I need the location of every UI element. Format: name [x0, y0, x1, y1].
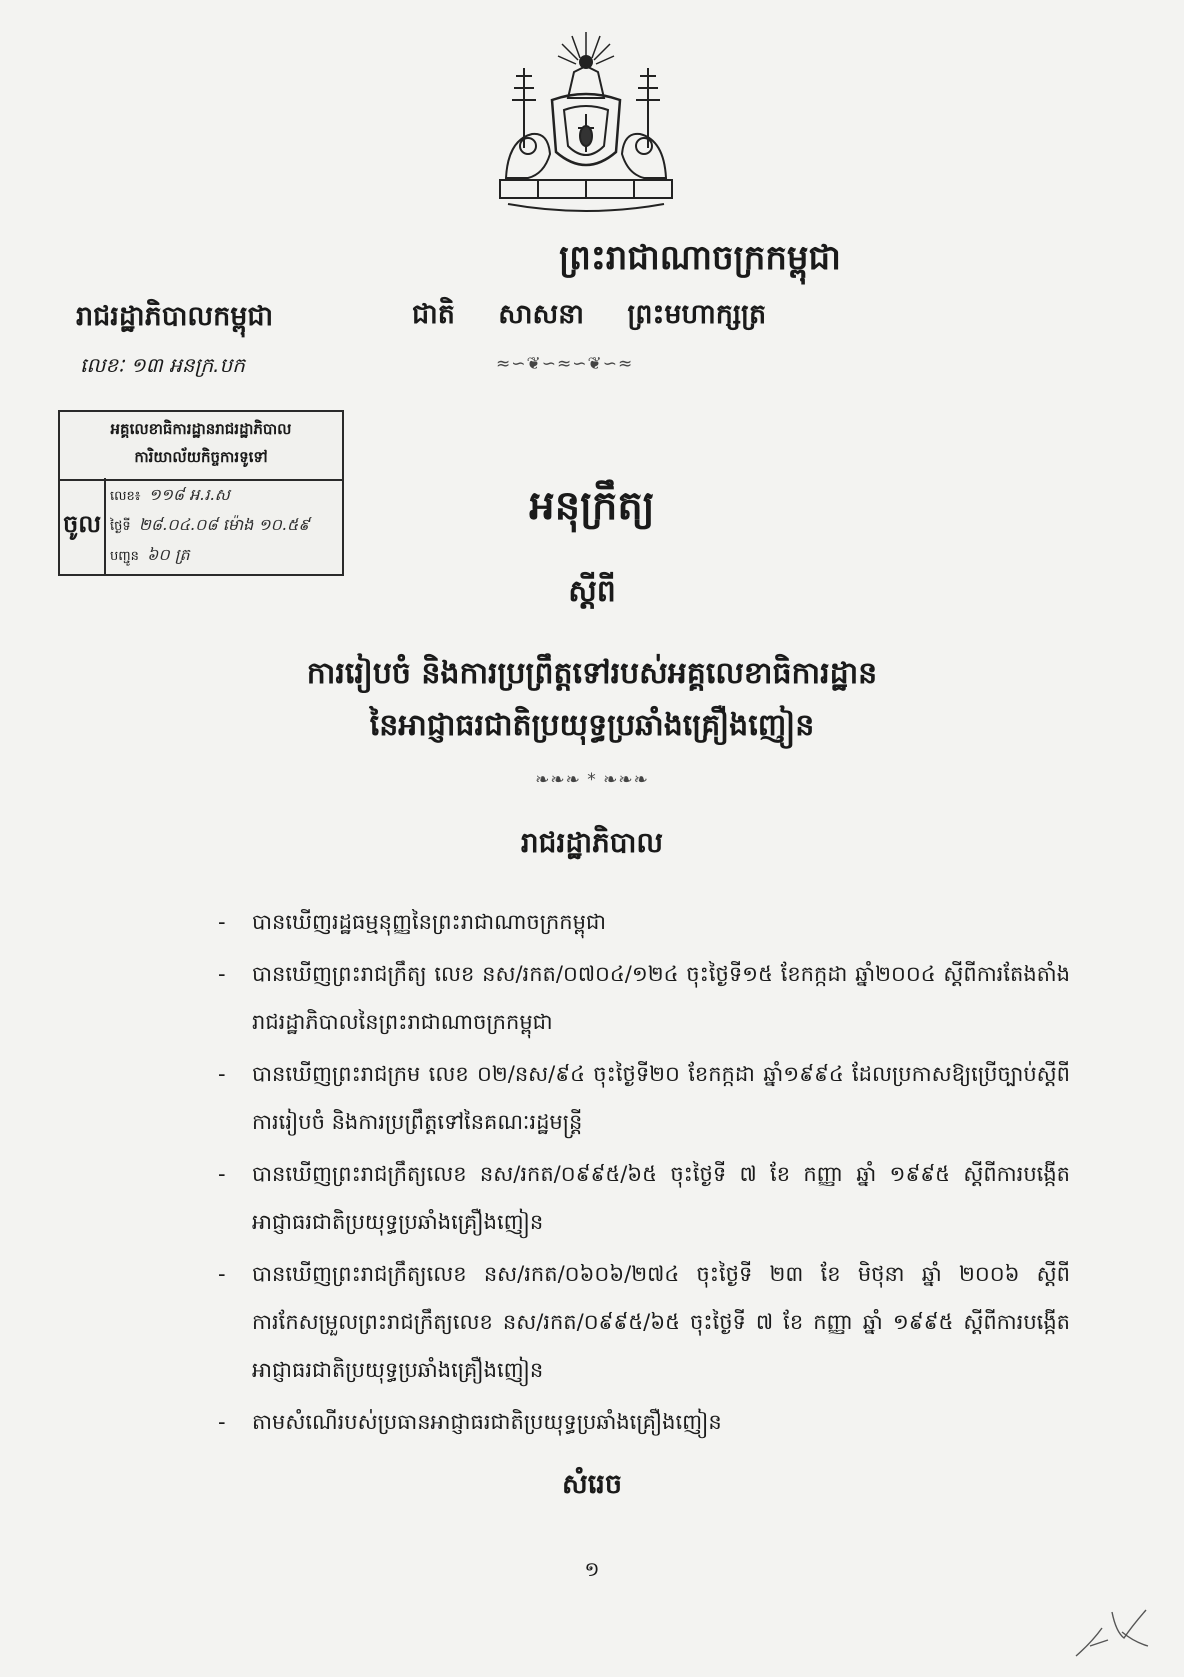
document-title: អនុក្រឹត្យ	[529, 482, 655, 529]
clause-text: បានឃើញព្រះរាជក្រឹត្យ លេខ នស/រកត/០៧០៤/១២៤ ចុះថ្ងៃទី១៥ ខែកក្កដា ឆ្នាំ២០០៤ ស្តីពីការតែងតាំងរាជរដ្ឋាភិបាលនៃព្រះរាជាណាចក្រកម្ពុជា	[252, 962, 1070, 1034]
stamp-header	[60, 412, 342, 481]
list-item: - បានឃើញព្រះរាជក្រឹត្យលេខ នស/រកត/០៦០៦/២៧៤ ចុះថ្ងៃទី ២៣ ខែ មិថុនា ឆ្នាំ ២០០៦ ស្តីពីការកែសម្រួលព្រះរាជក្រឹត្យលេខ នស/រកត/០៩៩៥/៦៥ ចុះថ្ងៃទី ៧ ខែ កញ្ញា ឆ្នាំ ១៩៩៥ ស្តីពីការបង្កើតអាជ្ញាធរជាតិប្រយុទ្ធប្រឆាំងគ្រឿងញៀន	[218, 1262, 1070, 1382]
clause-text: បានឃើញព្រះរាជក្រម លេខ ០២/នស/៩៤ ចុះថ្ងៃទី២០ ខែកក្កដា ឆ្នាំ១៩៩៤ ដែលប្រកាសឱ្យប្រើច្បាប់ស្តីពីការរៀបចំ និងការប្រព្រឹត្តទៅនៃគណៈរដ្ឋមន្ត្រី	[252, 1062, 1070, 1134]
heading-divider: ❧❧❧ * ❧❧❧	[535, 770, 649, 790]
subject-label: ស្តីពី	[568, 574, 616, 609]
clause-text: បានឃើញព្រះរាជក្រឹត្យលេខ នស/រកត/០៩៩៥/៦៥ ចុះថ្ងៃទី ៧ ខែ កញ្ញា ឆ្នាំ ១៩៩៥ ស្តីពីការបង្កើតអាជ្ញាធរជាតិប្រយុទ្ធប្រឆាំងគ្រឿងញៀន	[252, 1162, 1070, 1234]
government-heading: រាជរដ្ឋាភិបាលកម្ពុជា	[76, 301, 274, 332]
clause-text: តាមសំណើរបស់ប្រធានអាជ្ញាធរជាតិប្រយុទ្ធប្រឆាំងគ្រឿងញៀន	[252, 1410, 722, 1434]
stamp-row-value: ២៨.០៤.០៨ ម៉ោង ១០.៥៩	[138, 515, 310, 534]
national-motto: ជាតិ សាសនា ព្រះមហាក្សត្រ	[412, 299, 767, 330]
recital-list	[218, 898, 1070, 1450]
clause-text: បានឃើញរដ្ឋធម្មនុញ្ញនៃព្រះរាជាណាចក្រកម្ពុជា	[252, 910, 606, 934]
stamp-row-label: លេខ៖	[110, 489, 141, 504]
page-number: ១	[584, 1557, 600, 1581]
list-item: - តាមសំណើរបស់ប្រធានអាជ្ញាធរជាតិប្រយុទ្ធប្រឆាំងគ្រឿងញៀន	[218, 1410, 722, 1434]
header-ornament: ≈∽❦∽≈∽❦∽≈	[496, 354, 634, 374]
stamp-row-value: ១១៨ អ.រ.ស	[148, 485, 230, 504]
stamp-row-forward	[110, 540, 338, 570]
clause-text: បានឃើញព្រះរាជក្រឹត្យលេខ នស/រកត/០៦០៦/២៧៤ ចុះថ្ងៃទី ២៣ ខែ មិថុនា ឆ្នាំ ២០០៦ ស្តីពីការកែសម្រួលព្រះរាជក្រឹត្យលេខ នស/រកត/០៩៩៥/៦៥ ចុះថ្ងៃទី ៧ ខែ កញ្ញា ឆ្នាំ ១៩៩៥ ស្តីពីការបង្កើតអាជ្ញាធរជាតិប្រយុទ្ធប្រឆាំងគ្រឿងញៀន	[252, 1262, 1070, 1382]
stamp-side-label: ចូល	[60, 478, 106, 574]
heading-line-1: ការរៀបចំ និងការប្រព្រឹត្តទៅរបស់អគ្គលេខាធិការដ្ឋាន	[306, 656, 878, 691]
initials-signature-icon	[1072, 1602, 1152, 1660]
list-item: - បានឃើញព្រះរាជក្រឹត្យ លេខ នស/រកត/០៧០៤/១២៤ ចុះថ្ងៃទី១៥ ខែកក្កដា ឆ្នាំ២០០៤ ស្តីពីការតែងតាំងរាជរដ្ឋាភិបាលនៃព្រះរាជាណាចក្រកម្ពុជា	[218, 962, 1070, 1034]
government-title: រាជរដ្ឋាភិបាល	[520, 826, 664, 859]
stamp-subtitle: ការិយាល័យកិច្ចការទូទៅ	[134, 448, 268, 466]
decides-heading: សំរេច	[562, 1469, 622, 1500]
stamp-row-value: ៦០ ត្រ	[147, 545, 190, 564]
kingdom-title: ព្រះរាជាណាចក្រកម្ពុជា	[559, 238, 841, 278]
list-item: - បានឃើញព្រះរាជក្រឹត្យលេខ នស/រកត/០៩៩៥/៦៥ ចុះថ្ងៃទី ៧ ខែ កញ្ញា ឆ្នាំ ១៩៩៥ ស្តីពីការបង្កើតអាជ្ញាធរជាតិប្រយុទ្ធប្រឆាំងគ្រឿងញៀន	[218, 1162, 1070, 1234]
document-number: លេខៈ ១៣ អនក្រ.បក	[80, 353, 245, 377]
list-item: - បានឃើញព្រះរាជក្រម លេខ ០២/នស/៩៤ ចុះថ្ងៃទី២០ ខែកក្កដា ឆ្នាំ១៩៩៤ ដែលប្រកាសឱ្យប្រើច្បាប់ស្តីពីការរៀបចំ និងការប្រព្រឹត្តទៅនៃគណៈរដ្ឋមន្ត្រី	[218, 1062, 1070, 1134]
stamp-title: អគ្គលេខាធិការដ្ឋានរាជរដ្ឋាភិបាល	[110, 420, 292, 438]
heading-line-2: នៃអាជ្ញាធរជាតិប្រយុទ្ធប្រឆាំងគ្រឿងញៀន	[369, 708, 815, 743]
stamp-row-label: ថ្ងៃទី	[110, 519, 131, 534]
royal-emblem-icon	[488, 28, 684, 216]
list-item: - បានឃើញរដ្ឋធម្មនុញ្ញនៃព្រះរាជាណាចក្រកម្ពុជា	[218, 910, 606, 934]
stamp-row-label: បញ្ជូន	[110, 549, 139, 564]
